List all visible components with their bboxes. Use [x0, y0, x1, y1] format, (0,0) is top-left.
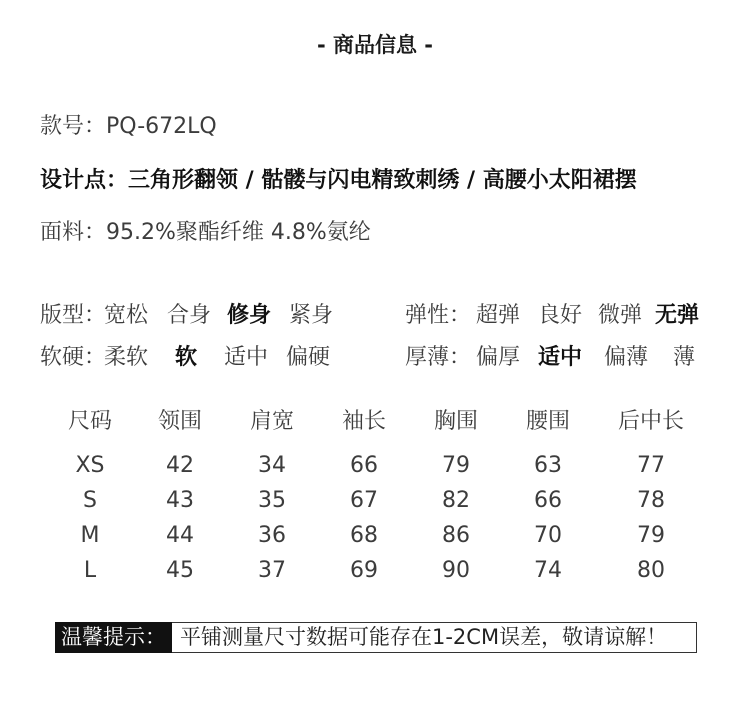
table-cell: 35: [258, 488, 286, 513]
elasticity-option: 无弹: [655, 303, 700, 328]
fabric-label: 面料：: [40, 220, 107, 245]
fit-option: 紧身: [289, 303, 334, 328]
thickness-option: 薄: [673, 345, 696, 370]
notice-label: 温馨提示：: [55, 622, 172, 653]
thickness-option: 适中: [538, 345, 583, 370]
thickness-label: 厚薄：: [405, 345, 472, 370]
table-cell: M: [80, 523, 100, 548]
header-cell: 后中长: [617, 409, 684, 434]
table-cell: 66: [350, 453, 378, 478]
table-cell: 37: [258, 558, 286, 583]
table-cell: 74: [534, 558, 562, 583]
table-cell: 44: [166, 523, 194, 548]
table-cell: 68: [350, 523, 378, 548]
hardness-label: 软硬：: [40, 345, 107, 370]
table-cell: L: [83, 558, 97, 583]
hardness-option: 柔软: [104, 345, 149, 370]
table-cell: 80: [637, 558, 665, 583]
table-cell: 45: [166, 558, 194, 583]
table-row: [0, 453, 750, 479]
style-number-value: PQ-672LQ: [106, 114, 217, 139]
elasticity-option: 微弹: [598, 303, 643, 328]
fit-option: 宽松: [104, 303, 149, 328]
design-points-value: 三角形翻领 / 骷髅与闪电精致刺绣 / 高腰小太阳裙摆: [128, 168, 637, 193]
table-cell: 70: [534, 523, 562, 548]
fit-option: 修身: [227, 303, 272, 328]
table-cell: 69: [350, 558, 378, 583]
header-cell: 肩宽: [249, 409, 294, 434]
design-points-line: [40, 168, 637, 194]
elasticity-option: 良好: [538, 303, 583, 328]
fit-label: 版型：: [40, 303, 107, 328]
table-cell: 43: [166, 488, 194, 513]
table-cell: 77: [637, 453, 665, 478]
style-number-label: 款号：: [40, 114, 107, 139]
thickness-option: 偏薄: [604, 345, 649, 370]
design-points-label: 设计点：: [40, 168, 129, 193]
thickness-option: 偏厚: [476, 345, 521, 370]
style-number-line: [40, 114, 217, 140]
fabric-value: 95.2%聚酯纤维 4.8%氨纶: [106, 220, 371, 245]
table-row: [0, 488, 750, 514]
table-cell: XS: [75, 453, 105, 478]
elasticity-option: 超弹: [476, 303, 521, 328]
size-table-header: [0, 409, 750, 435]
header-cell: 领围: [157, 409, 202, 434]
header-cell: 胸围: [433, 409, 478, 434]
table-row: [0, 523, 750, 549]
table-cell: 90: [442, 558, 470, 583]
hardness-option: 软: [175, 345, 198, 370]
header-cell: 腰围: [525, 409, 570, 434]
table-cell: 86: [442, 523, 470, 548]
table-cell: 63: [534, 453, 562, 478]
table-cell: 34: [258, 453, 286, 478]
page-title: - 商品信息 -: [316, 33, 434, 57]
table-row: [0, 558, 750, 584]
fabric-line: [40, 220, 371, 246]
table-cell: 78: [637, 488, 665, 513]
elasticity-label: 弹性：: [405, 303, 472, 328]
notice-text: 平铺测量尺寸数据可能存在1-2CM误差，敬请谅解！: [172, 622, 697, 653]
table-cell: 79: [442, 453, 470, 478]
hardness-option: 偏硬: [286, 345, 331, 370]
header-cell: 袖长: [341, 409, 386, 434]
table-cell: 82: [442, 488, 470, 513]
header-cell: 尺码: [67, 409, 112, 434]
hardness-option: 适中: [224, 345, 269, 370]
table-cell: S: [83, 488, 97, 513]
table-cell: 66: [534, 488, 562, 513]
table-cell: 67: [350, 488, 378, 513]
table-cell: 42: [166, 453, 194, 478]
fit-option: 合身: [167, 303, 212, 328]
table-cell: 79: [637, 523, 665, 548]
table-cell: 36: [258, 523, 286, 548]
